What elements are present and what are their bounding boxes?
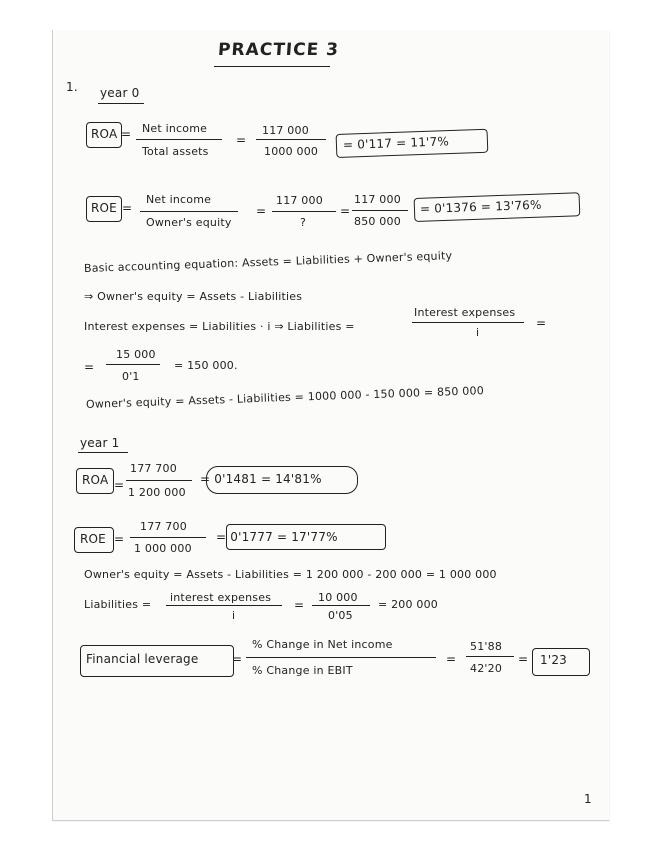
calc-bar [106,364,160,365]
roe0-num-text: Net income [146,193,212,206]
owners-equity-line: ⇒ Owner's equity = Assets - Liabilities [84,290,303,303]
roa0-label: ROA [91,127,118,141]
calc-den: 0'1 [122,370,140,383]
title-underline [214,66,330,67]
page-title: PRACTICE 3 [217,40,340,60]
roa0-eq2: = [236,133,247,147]
fin-lev-result: 1'23 [540,653,568,667]
owners-equity-year1: Owner's equity = Assets - Liabilities = 1 200 000 - 200 000 = 1 000 000 [84,568,497,581]
accounting-equation-line: Basic accounting equation: Assets = Liabilities + Owner's equity [83,249,453,275]
roe1-den-val: 1 000 000 [134,542,192,555]
liab-frac-den: i [476,326,480,339]
roa1-den-val: 1 200 000 [128,486,186,499]
roa1-eq: = [114,478,125,492]
roe0-den-val: ? [300,216,307,229]
roa0-num-text: Net income [142,122,208,135]
fin-lev-den2: 42'20 [470,662,503,675]
roe0-eq: = [122,201,133,215]
year1-underline [78,452,128,453]
liab-frac-bar [412,322,524,323]
roe0-val-bar2 [352,210,408,211]
liab1-bar2 [312,605,370,606]
page-number: 1 [584,792,592,806]
section-number: 1. [66,80,78,94]
liab1-den: i [232,609,236,622]
roe0-label: ROE [91,201,117,215]
liab1-eq: = [294,598,305,612]
roe1-eq: = [114,532,125,546]
fin-lev-bar [246,657,436,658]
calc-eq: = [84,360,95,374]
interest-expenses-line: Interest expenses = Liabilities · i ⇒ Liabilities = [84,320,355,333]
calc-num: 15 000 [116,348,156,361]
roa1-label: ROA [82,473,109,487]
roa0-den-text: Total assets [142,145,209,158]
roa0-val-bar [256,139,326,140]
fin-lev-eq: = [232,652,243,666]
roa0-result: = 0'117 = 11'7% [342,134,450,152]
fin-lev-den: % Change in EBIT [252,664,353,677]
roe0-val-bar [272,211,336,212]
liab1-result: = 200 000 [378,598,439,611]
liab1-den2: 0'05 [328,609,353,622]
fin-lev-bar2 [466,656,514,657]
roe0-result: = 0'1376 = 13'76% [419,197,542,216]
owners-equity-year0: Owner's equity = Assets - Liabilities = 1000 000 - 150 000 = 850 000 [85,384,485,411]
liab1-bar [166,605,282,606]
fin-lev-eq2: = [446,652,457,666]
roe1-bar [130,537,206,538]
roe0-num-val: 117 000 [276,194,323,207]
roa1-result: = 0'1481 = 14'81% [200,472,322,486]
calc-result: = 150 000. [174,359,238,372]
year0-underline [98,103,144,104]
roa0-num-val: 117 000 [262,124,309,137]
liab1-num2: 10 000 [318,591,358,604]
roe0-den-val2: 850 000 [354,215,401,228]
year1-label: year 1 [80,436,120,450]
notebook-page [52,30,609,821]
roa1-bar [126,480,192,481]
fin-lev-eq3: = [518,652,529,666]
roe1-num-val: 177 700 [140,520,187,533]
fin-lev-num: % Change in Net income [252,638,393,651]
liab-frac-num: Interest expenses [414,306,516,319]
fin-lev-label: Financial leverage [86,652,199,666]
roa0-fraction-bar [136,139,222,140]
roe0-den-text: Owner's equity [146,216,232,229]
roa0-den-val: 1000 000 [264,145,319,158]
fin-lev-num2: 51'88 [470,640,503,653]
roe1-result: = 0'1777 = 17'77% [216,530,338,544]
roe0-fraction-bar [140,211,238,212]
year0-label: year 0 [100,86,140,100]
roe0-eq3: = [340,204,351,218]
liab1-num: interest expenses [170,591,272,604]
liab1-prefix: Liabilities = [84,598,152,611]
roe0-num-val2: 117 000 [354,193,401,206]
liab-frac-eq: = [536,316,547,330]
roe0-eq2: = [256,204,267,218]
roe1-label: ROE [80,532,106,546]
roa0-eq: = [121,127,132,141]
roa1-num-val: 177 700 [130,462,177,475]
